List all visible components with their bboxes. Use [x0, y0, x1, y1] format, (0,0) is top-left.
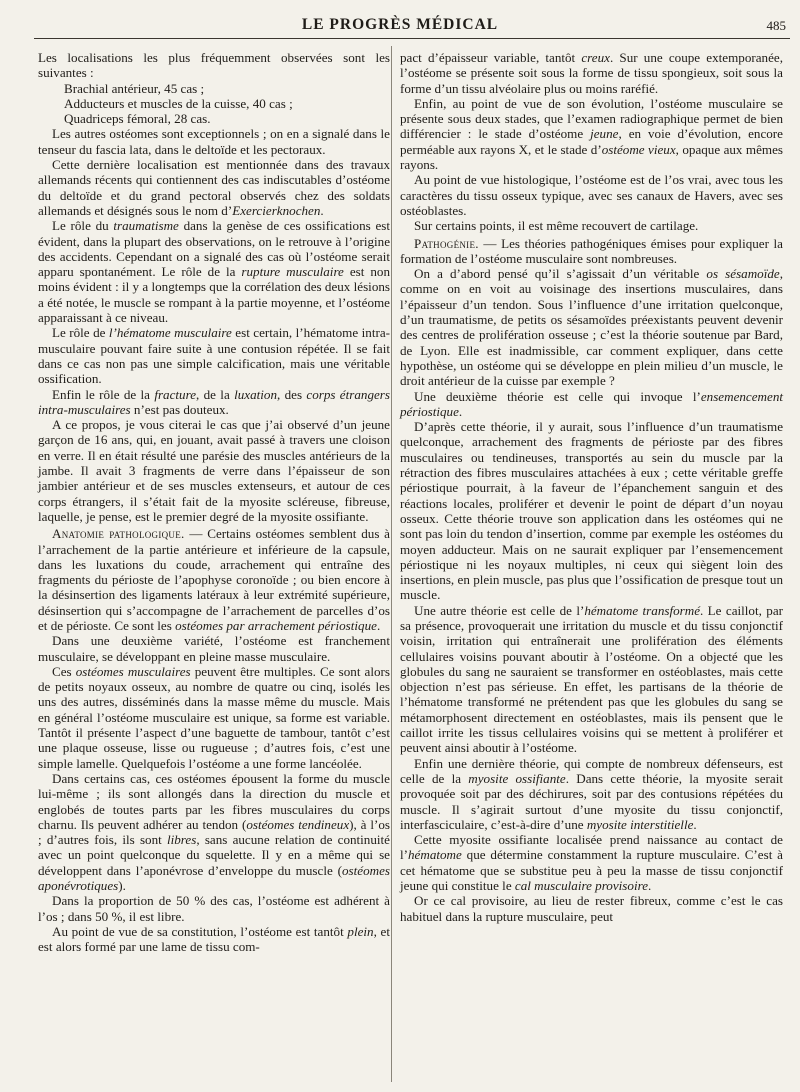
text: Au point de vue de sa constitution, l’ostéome est tantôt	[52, 923, 348, 939]
section-title: Anatomie pathologique.	[52, 526, 185, 542]
italic-text: l’hématome musculaire	[108, 325, 232, 341]
paragraph: Les localisations les plus fréquemment observées sont les suivantes :	[38, 50, 390, 81]
text: , opaque aux mêmes rayons.	[400, 141, 783, 173]
italic-text: hématome	[408, 847, 462, 863]
italic-text: ostéome vieux	[601, 141, 676, 157]
paragraph: Dans une deuxième variété, l’ostéome est franchement musculaire, se développant en pleine masse musculaire.	[38, 633, 390, 664]
running-head	[0, 14, 800, 40]
text: ), à l’os ; d’autres fois, ils sont	[38, 816, 390, 848]
text: n’est pas douteux.	[130, 401, 229, 417]
paragraph	[400, 756, 783, 832]
paragraph	[400, 96, 783, 172]
paragraph	[400, 389, 783, 420]
paragraph	[38, 664, 390, 771]
text: ).	[118, 878, 126, 894]
text: . Dans cette théorie, la myosite serait provoquée soit par des déchirures, soit par des contusions répétées du muscle. Il s’agirait surtout d’une myosite du tissu conjonctif, interfasciculaire, c’est-à-dire d’une	[400, 770, 783, 832]
italic-text: ostéomes tendineux	[246, 816, 350, 832]
list-item: Adducteurs et muscles de la cuisse, 40 cas ;	[64, 95, 293, 111]
italic-text: corps étrangers intra-musculaires	[38, 386, 390, 417]
italic-text: jeune	[590, 126, 619, 142]
paragraph	[38, 157, 390, 218]
journal-title: LE PROGRÈS MÉDICAL	[301, 16, 499, 33]
text: .	[693, 816, 697, 832]
italic-text: traumatisme	[113, 218, 179, 234]
text: , de la	[196, 386, 235, 402]
italic-text: fracture	[154, 386, 197, 402]
paragraph: Dans la proportion de 50 % des cas, l’ostéome est adhérent à l’os ; dans 50 %, il est libre.	[38, 893, 390, 924]
paragraph	[400, 50, 783, 96]
text: .	[458, 403, 463, 419]
text: que détermine constamment la rupture musculaire. C’est à cet hématome que se substitue peu à peu la masse de tissu conjonctif jeune qui constitue le	[400, 847, 783, 894]
section-title: Pathogénie.	[414, 235, 479, 251]
text: On a d’abord pensé qu’il s’agissait d’un véritable	[414, 266, 707, 282]
paragraph	[400, 236, 783, 267]
text: Le rôle du	[52, 218, 114, 234]
paragraph: Sur certains points, il est même recouvert de cartilage.	[414, 218, 699, 234]
italic-text: luxation	[234, 386, 278, 402]
text: .	[320, 202, 324, 218]
text: pact d’épaisseur variable, tantôt	[400, 50, 582, 65]
text: est certain, l’hématome intra-musculaire pouvant faire suite à une contusion répétée. Il se fait dans ce cas non pas une simple calcification, mais une véritable ossification.	[38, 325, 390, 387]
paragraph	[38, 387, 390, 418]
paragraph	[38, 218, 390, 325]
text: Une deuxième théorie est celle qui invoque l’	[414, 388, 701, 404]
text: — Certains ostéomes semblent dus à l’arrachement de la partie antérieure et inférieure de la capsule, dans les luxations du coude, arrachement qui entraîne des fragments du périoste de l’apophyse coronoïde ; ou bien encore à la désinsertion des ligaments latéraux à leur extrémité supérieure, désinsertion qui s’accompagne de l’arrachement de parcelles d’os et de périoste. Ce sont les	[38, 526, 390, 633]
text: est non moins évident : il y a longtemps que la corrélation des deux lésions a été notée, le muscle se rompant à la partie moyenne, et l’ostéome apparaissant à ce niveau.	[38, 264, 391, 326]
text: Cette myosite ossifiante localisée prend naissance au contact de l’	[400, 832, 783, 863]
paragraph	[400, 266, 783, 388]
column-divider	[391, 46, 392, 1082]
right-column	[400, 50, 783, 924]
list-item: Quadriceps fémoral, 28 cas.	[64, 111, 211, 127]
italic-text: hématome transformé	[584, 602, 701, 618]
italic-text: ostéomes musculaires	[75, 663, 191, 679]
paragraph	[38, 771, 390, 893]
text: Enfin une dernière théorie, qui compte de nombreux défenseurs, est celle de la	[400, 755, 783, 786]
paragraph	[38, 924, 390, 955]
page-number: 485	[766, 18, 786, 33]
italic-text: ensemencement périostique	[400, 388, 783, 419]
text: Dans certains cas, ces ostéomes épousent la forme du muscle lui-même ; ils sont allongés dans la direction du muscle et englobés de toutes parts par les fibres musculaires du corps charnu. Ils peuvent adhérer au tendon (	[38, 770, 390, 832]
italic-text: myosite interstitielle	[586, 816, 694, 832]
text: . Le caillot, par sa présence, provoquerait une irritation du muscle et du tissu conjonctif voisin, irritation qui entraînerait une prolifération des éléments cellulaires voisins pouvant aboutir à l’ostéome. On a objecté que les globules du sang ne sauraient se transformer en ostéoblastes, mais cette objection n’est pas sérieuse. En effet, les partisans de la théorie de l’hématome transformé ne prétendent pas que les globules du sang se métamorphosent directement en ostéoblastes, mais ils pensent que le caillot irrite les tissus cellulaires voisins qui se mettent à proliférer et peuvent ainsi aboutir à l’ostéome.	[400, 602, 783, 756]
text: , des	[277, 386, 307, 402]
italic-text: os sésamoïde	[706, 266, 780, 282]
italic-text: myosite ossifiante	[468, 770, 566, 786]
text: , comme on en voit au voisinage des insertions musculaires, dans l’épaisseur d’un tendon. Sous l’influence d’une irritation quelconque, d’un traumatisme, de petits os sésamoïdes préexistants peuvent devenir des centres de prolifération osseuse ; c’est la théorie soutenue par Bard, de Lyon. Elle est inadmissible, car comment expliquer, dans cette hypothèse, un ostéome qui se développe en plein milieu d’un muscle, le droit antérieur de la cuisse par exemple ?	[400, 266, 783, 389]
text: — Les théories pathogéniques émises pour expliquer la formation de l’ostéome musculaire sont nombreuses.	[400, 235, 783, 266]
paragraph: Les autres ostéomes sont exceptionnels ; on en a signalé dans le tenseur du fascia lata, dans le deltoïde et les pectoraux.	[38, 126, 390, 157]
text: . Sur une coupe extemporanée, l’ostéome se présente soit sous la forme de tissu spongieux, soit sous la forme d’un tissu alvéolaire plus ou moins raréfié.	[400, 50, 783, 96]
italic-text: libres	[166, 832, 197, 848]
paragraph	[400, 603, 783, 756]
italic-text: Exercierknochen	[232, 202, 321, 218]
left-column	[38, 50, 390, 955]
text: , sans aucune relation de continuité avec un point quelconque du squelette. Il y en a même qui se développent dans l’aponévrose d’enveloppe du muscle (	[38, 832, 390, 878]
header-rule	[34, 38, 790, 39]
text: , en voie d’évolution, encore perméable aux rayons X, et le stade d’	[400, 126, 783, 157]
italic-text: creux	[581, 50, 610, 65]
paragraph	[38, 526, 390, 633]
list-item: Brachial antérieur, 45 cas ;	[64, 80, 205, 96]
paragraph: A ce propos, je vous citerai le cas que j’ai observé d’un jeune garçon de 16 ans, qui, en jouant, avait passé à travers une cloison en verre. Il en était résulté une parésie des muscles antérieurs de la jambe. Il avait 3 fragments de verre dans l’épaisseur de son jambier antérieur et de ses muscles extenseurs, et autour de ces corps étrangers, il s’était fait de la myosite scléreuse, fibreuse, laquelle, je pense, est le premier degré de la myosite ossifiante.	[38, 417, 390, 524]
text: peuvent être multiples. Ce sont alors de petits noyaux osseux, au nombre de quatre ou cinq, isolés les uns des autres, disséminés dans la masse même du muscle. Mais en général l’ostéome musculaire est unique, sa forme est variable. Tantôt il présente l’aspect d’une baguette de tambour, tantôt c’est une plaque osseuse, lisse ou rugueuse ; d’autres fois, c’est une simple lamelle. Quelquefois l’ostéome a une forme lancéolée.	[38, 663, 391, 771]
text: .	[648, 878, 652, 894]
text: , et est alors formé par une lame de tissu com-	[38, 923, 390, 955]
italic-text: ostéomes aponévrotiques	[38, 862, 390, 894]
text: Une autre théorie est celle de l’	[414, 602, 585, 618]
italic-text: plein	[347, 923, 374, 939]
text: Enfin le rôle de la	[52, 386, 155, 402]
text: Ces	[52, 663, 76, 679]
paragraph: D’après cette théorie, il y aurait, sous l’influence d’un traumatisme quelconque, arrachement des fragments de périoste par des fibres musculaires ou tendineuses, transportés au sein du muscle par la rétraction des fibres musculaires attachées à eux ; cette véritable greffe périostique pourrait, à la faveur de l’épanchement sanguin et des réactions locales, proliférer et devenir le point de départ d’un noyau osseux. Cette théorie trouve son application dans les ostéomes qui ne sont pas loin du tendon d’insertion, comme par exemple les ostéomes du moyen adducteur. Mais on ne saurait expliquer par l’ensemencement périostique ni les noyaux multiples, ni ceux qui siègent loin des insertions, en plein muscle, pas plus que l’ossification de presque tout un muscle.	[400, 419, 783, 603]
italic-text: rupture musculaire	[241, 264, 344, 280]
italic-text: cal musculaire provisoire	[514, 878, 649, 894]
italic-text: ostéomes par arrachement périostique	[175, 617, 377, 633]
paragraph	[400, 832, 783, 893]
paragraph	[38, 325, 390, 386]
text: Le rôle de	[52, 325, 109, 341]
text: Enfin, au point de vue de son évolution, l’ostéome musculaire se présente sous deux stades, que l’examen radiographique permet de bien différencier : le stade d’ostéome	[400, 95, 783, 142]
paragraph: Au point de vue histologique, l’ostéome est de l’os vrai, avec tous les caractères du tissu osseux typique, avec ses canaux de Havers, avec ses ostéoblastes.	[400, 172, 783, 218]
paragraph: Or ce cal provisoire, au lieu de rester fibreux, comme c’est le cas habituel dans la rupture musculaire, peut	[400, 893, 783, 924]
text: dans la genèse de ces ossifications est évident, dans la plupart des observations, on le retrouve à l’origine des accidents. Cependant on a signalé des cas où l’ostéome serait apparu spontanément. Le rôle de la	[38, 218, 390, 280]
text: .	[376, 617, 381, 633]
text: Cette dernière localisation est mentionnée dans des travaux allemands récents qui contiennent des cas indiscutables d’ostéome du deltoïde et du grand pectoral observés chez des soldats allemands et désignés sous le nom d’	[38, 157, 390, 218]
